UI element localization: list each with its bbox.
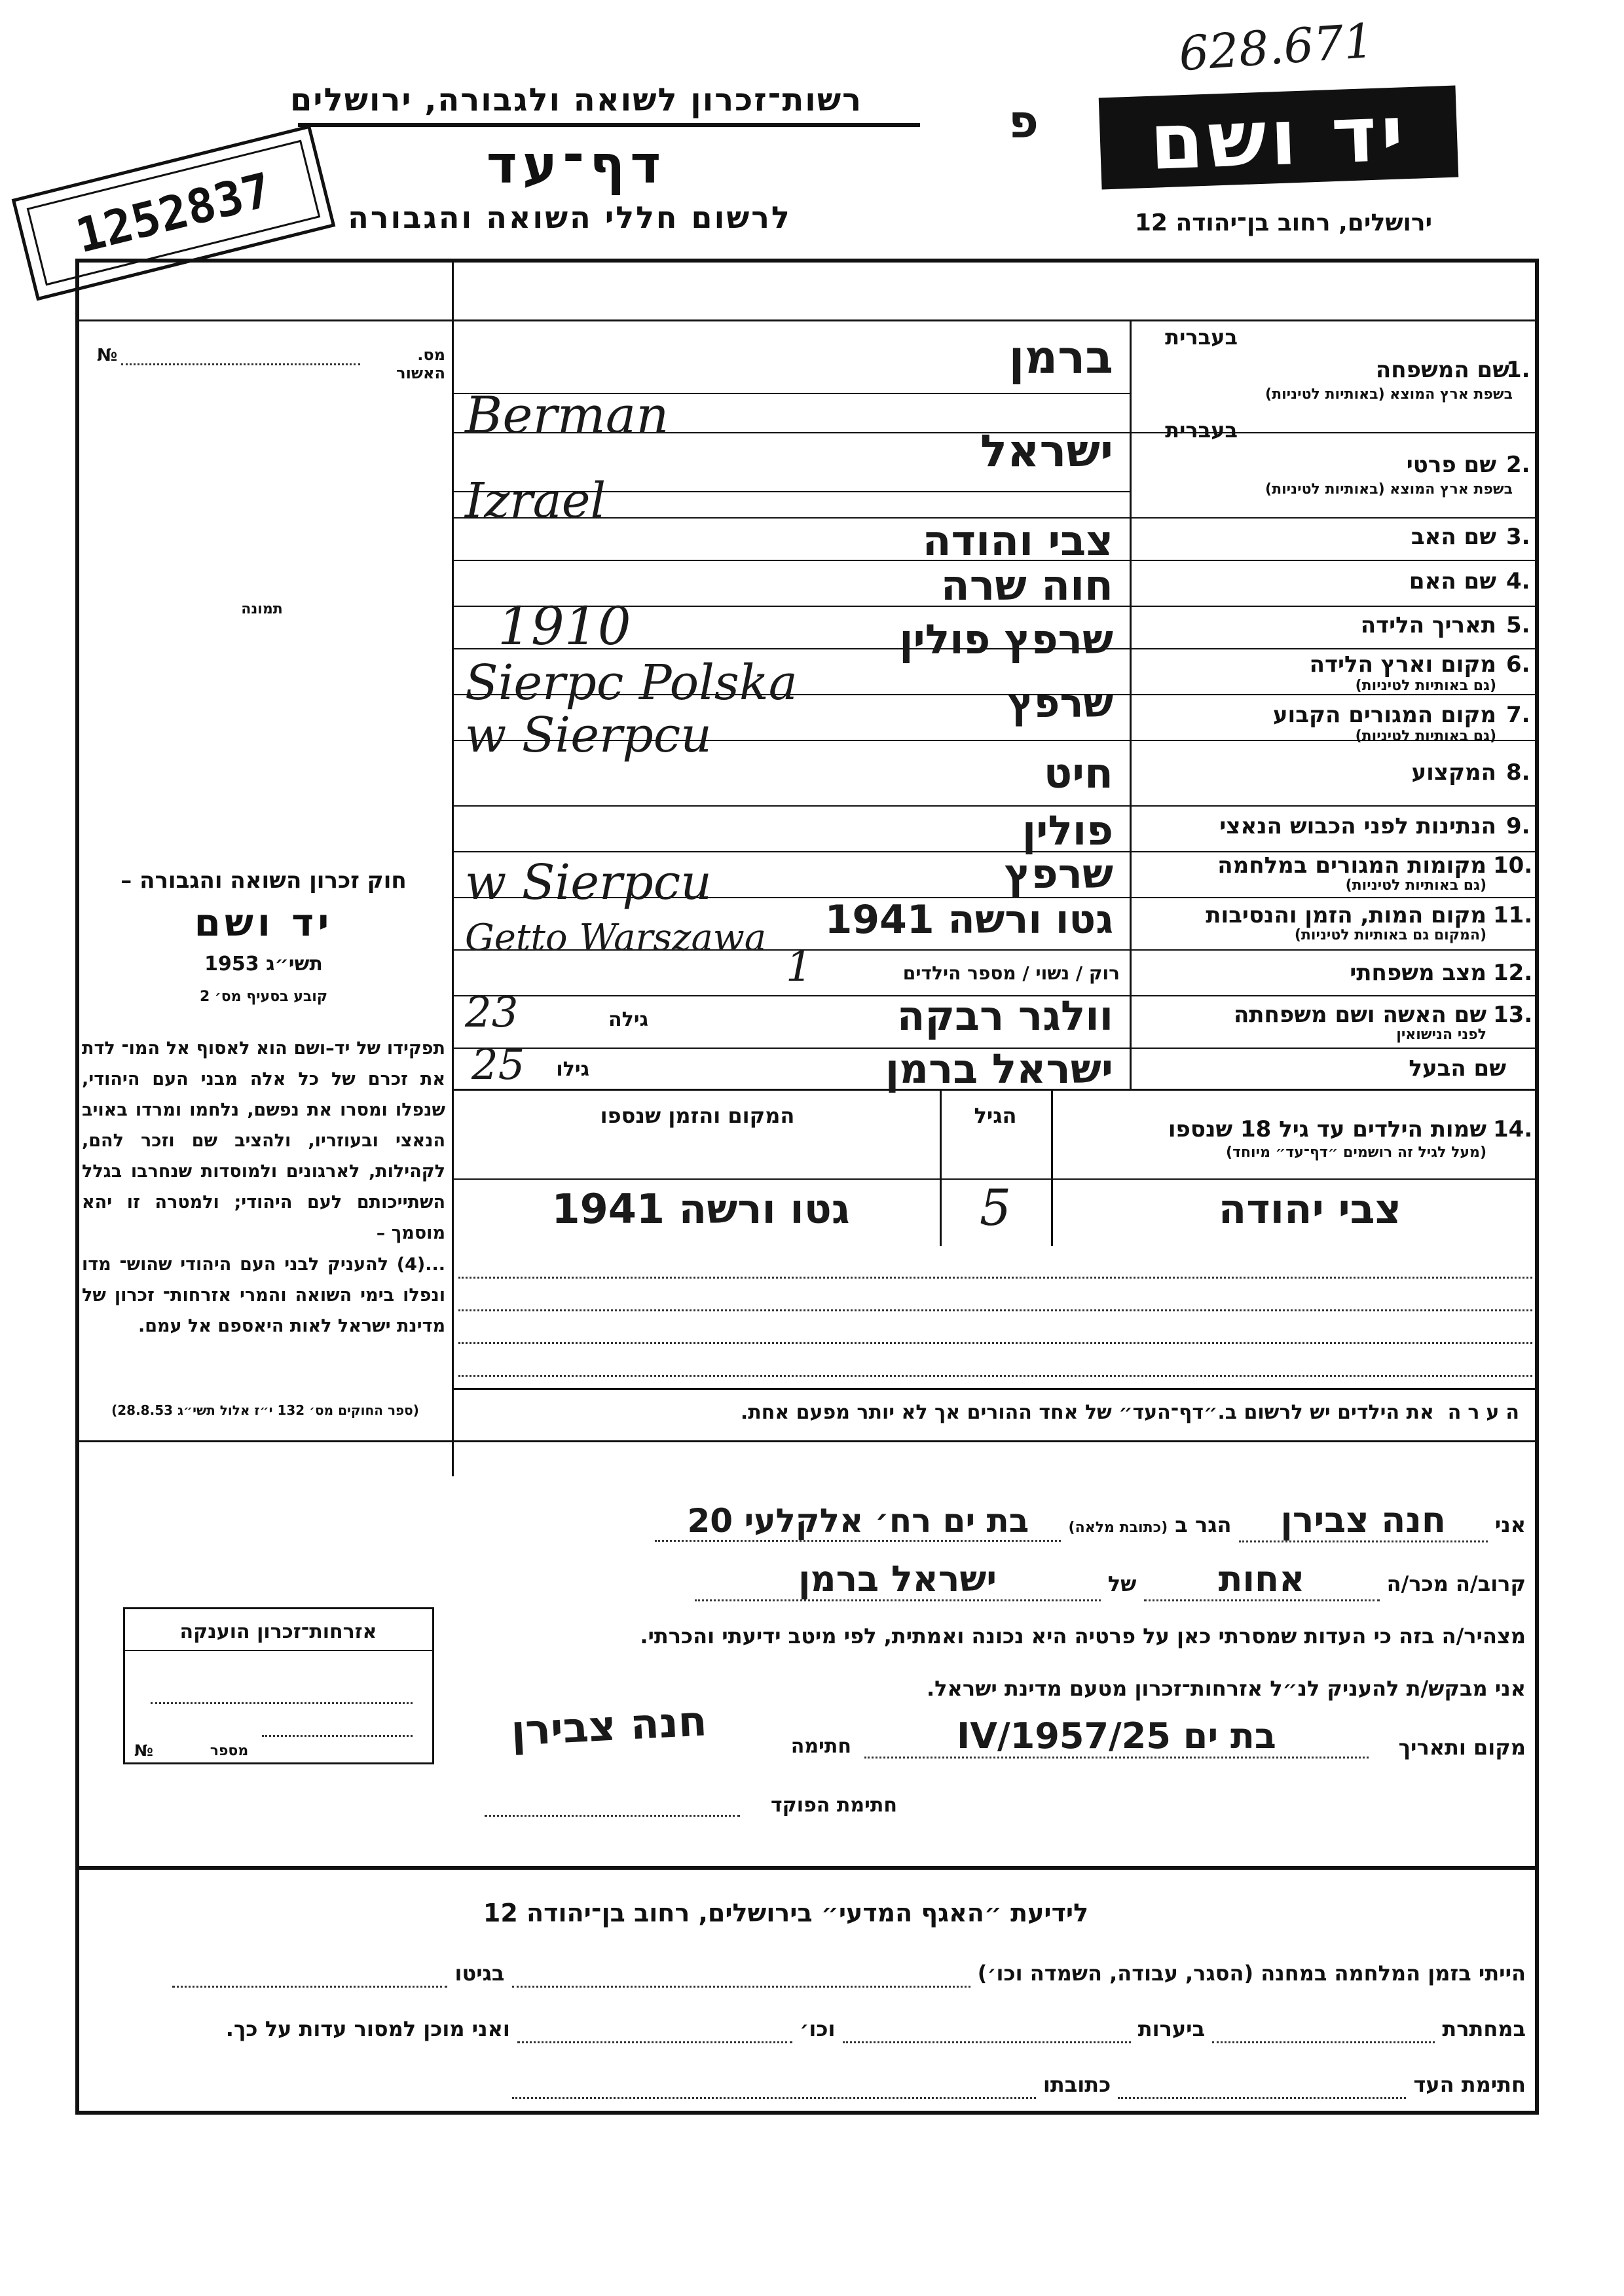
footer-underground-label: במחתרת xyxy=(1442,2016,1526,2041)
field-2-number: 2. xyxy=(1506,452,1530,478)
husband-age-label: גילו xyxy=(556,1058,589,1081)
note-text xyxy=(458,1401,1526,1424)
official-signature-label: חתימת הפוקד xyxy=(771,1794,897,1817)
field-7-number: 7. xyxy=(1506,702,1530,728)
first-name-hebrew: ישראל xyxy=(980,426,1113,477)
place-date-label: מקום ותאריך xyxy=(1398,1735,1526,1760)
field-1-note: בשפת ארץ המוצא (באותיות לטיניות) xyxy=(1265,386,1513,403)
children-age-header: הגיל xyxy=(974,1103,1017,1128)
wartime-residence-hebrew: שרפץ xyxy=(1004,850,1113,898)
header-rule xyxy=(298,123,920,127)
footer-witness-signature-label: חתימת העד xyxy=(1413,2072,1526,2097)
footer-line-2 xyxy=(92,2016,1526,2043)
declarant-signature: חנה צבירן xyxy=(509,1697,709,1756)
field-9-number: 9. xyxy=(1506,813,1530,839)
field-5-label: תאריך הלידה xyxy=(1360,612,1496,638)
field-2-label: שם פרטי xyxy=(1406,452,1496,478)
declarant-name: חנה צבירן xyxy=(1239,1499,1488,1542)
law-citation: (ספר החוקים מס׳ 132 י״ז אלול תשי״ג 28.8.53) xyxy=(111,1402,419,1418)
fields-label-divider xyxy=(1130,319,1132,1089)
children-divider-age-right xyxy=(1051,1089,1053,1246)
field-5-number: 5. xyxy=(1506,612,1530,638)
left-column-divider xyxy=(452,259,454,1476)
place-date-value: בת ים 25/IV/1957 xyxy=(864,1715,1369,1758)
child-place-value: גטו ורשה 1941 xyxy=(551,1185,850,1233)
declaration-statement: מצהיר/ה בזה כי העדות שמסרתי כאן על פרטיה היא נכונה ואמתית, לפי מיטב ידיעתי והכרתי. xyxy=(640,1624,1526,1649)
footer-etc-label: וכו׳ xyxy=(800,2016,836,2041)
approval-number-label: מס. האשור xyxy=(396,346,445,382)
family-name-hebrew: ברמן xyxy=(1008,331,1113,384)
field-13-number: 13. xyxy=(1493,1002,1533,1028)
declarant-address-label: (כתובת מלאה) xyxy=(1068,1520,1168,1536)
form-right-border xyxy=(1535,259,1539,2115)
declarant-address-value: בת ים רח׳ אלקלעי 20 xyxy=(655,1502,1061,1542)
note-body: את הילדים יש לרשום ב.״דף־העד״ של אחד ההורים אך לא יותר מפעם אחת. xyxy=(740,1401,1434,1424)
field-3-number: 3. xyxy=(1506,524,1530,550)
wartime-residence-latin: w Sierpcu xyxy=(465,854,712,911)
field-6-number: 6. xyxy=(1506,651,1530,678)
footer-witness-signature-line xyxy=(1118,2072,1406,2099)
field-11-note: (המקום גם באותיות לטיניות) xyxy=(1294,927,1486,943)
nationality-value: פולין xyxy=(1022,807,1113,854)
citizenship-box-title-rule xyxy=(123,1650,434,1651)
declaration-request: אני מבקש/ת להעניק לנ״ל אזרחות־זכרון מטעם מדינת ישראל. xyxy=(927,1676,1526,1701)
declarant-label: אני xyxy=(1494,1512,1526,1537)
relation-label: קרוב/ה מכר/ה xyxy=(1386,1571,1526,1596)
field-1-number: 1. xyxy=(1506,357,1530,383)
declaration-line-2 xyxy=(471,1558,1526,1601)
footer-camp-line xyxy=(512,1961,970,1988)
wife-name-value: וולגר רבקה xyxy=(896,992,1113,1040)
children-row-line xyxy=(458,1342,1532,1344)
field-11-label: מקום המות, הזמן והנסיבות xyxy=(1206,902,1486,928)
first-name-latin: Izrael xyxy=(465,473,606,529)
residence-latin: w Sierpcu xyxy=(465,707,712,763)
children-note: (מעל לגיל זה רושמים ״דף־עד״ מיוחד) xyxy=(1225,1144,1486,1161)
field-7-note: (גם באותיות לטיניות) xyxy=(1355,728,1496,744)
photo-label: תמונה xyxy=(241,601,283,617)
field-4-number: 4. xyxy=(1506,568,1530,594)
declarant-resides-label: הגר ב xyxy=(1175,1512,1232,1537)
note-title: הערה xyxy=(1447,1401,1526,1424)
profession-value: חיט xyxy=(1043,750,1113,798)
note-top-line xyxy=(452,1388,1535,1390)
footer-etc-line xyxy=(517,2016,792,2043)
field-6-note: (גם באותיות לטיניות) xyxy=(1355,678,1496,694)
family-name-latin: Berman xyxy=(465,386,669,445)
death-place-hebrew: גטו ורשה 1941 xyxy=(824,897,1113,943)
children-row-line xyxy=(458,1277,1532,1279)
citizenship-box-line-1 xyxy=(151,1702,413,1704)
top-band-line xyxy=(75,319,1539,321)
form-title: דף־עד xyxy=(486,134,667,195)
yad-vashem-logo: יד ושם xyxy=(1099,86,1459,190)
field-1-label-text: שם המשפחה xyxy=(1375,357,1509,383)
approval-number-line xyxy=(121,363,360,365)
footer-ready-label: ואני מוכן למסור עדות על כך. xyxy=(225,2016,510,2041)
form-bottom-border xyxy=(75,2111,1539,2115)
law-text-mandate: תפקידו של יד–ושם הוא לאסוף אל המו־ לדת את זכרם של כל אלה מבני העם היהודי, שנפלו ומסרו את נפשם, נלחמו ומרדו באויב הנאצי ובעוזריו, ולהציב שם וזכר להם, לקהילות, לארגונים ולמוסדות שנחרבו בגלל השתייכותם לעם היהודי; ולמטרה זו יהא מוסמך – xyxy=(82,1038,445,1243)
field-3-label: שם האב xyxy=(1411,524,1496,550)
form-top-border xyxy=(75,259,1539,263)
footer-top-line xyxy=(75,1866,1539,1870)
field-12-number: 12. xyxy=(1493,960,1533,986)
registration-stamp xyxy=(12,125,336,301)
handwritten-reference: 628.671 xyxy=(1177,12,1376,82)
field-13-note: לפני הנישואין xyxy=(1396,1027,1486,1043)
relation-of-label: של xyxy=(1107,1571,1137,1596)
approval-number-sign: № xyxy=(97,346,118,365)
field-2-note: בשפת ארץ המוצא (באותיות לטיניות) xyxy=(1265,481,1513,498)
relation-value: אחות xyxy=(1144,1558,1380,1601)
note-bottom-line xyxy=(75,1440,1539,1442)
footer-camp-label: הייתי בזמן המלחמה במחנה (הסגר, עבודה, השמדה וכו׳) xyxy=(977,1961,1526,1986)
birth-place-latin: Sierpc Polska xyxy=(465,655,798,711)
footer-title: לידיעת ״האגף המדעי״ בירושלים, רחוב בן־יהודה 12 xyxy=(483,1899,1089,1927)
residence-hebrew: שרפץ xyxy=(1008,681,1113,727)
wife-age-label: גילה xyxy=(608,1008,648,1031)
footer-address-label: כתובתו xyxy=(1043,2072,1111,2097)
field-9-label: הנתינות לפני הכבוש הנאצי xyxy=(1219,813,1496,839)
form-left-border xyxy=(75,259,79,2115)
children-place-header: המקום והזמן שנספו xyxy=(600,1103,795,1128)
husband-age-value: 25 xyxy=(471,1041,525,1089)
birth-place-hebrew: שרפץ פולין xyxy=(899,615,1113,663)
field-10-number: 10. xyxy=(1493,852,1533,879)
header-address: ירושלים, רחוב בן־יהודה 12 xyxy=(1134,210,1433,236)
children-row-line xyxy=(458,1375,1532,1377)
husband-name-value: ישראל ברמן xyxy=(885,1045,1113,1093)
law-name: יד ושם xyxy=(194,900,333,945)
footer-line-3 xyxy=(92,2072,1526,2099)
field-1-label xyxy=(1139,357,1509,383)
law-title: חוק זכרון השואה והגבורה – xyxy=(120,867,407,894)
footer-forests-label: ביערות xyxy=(1137,2016,1206,2041)
field-12-label: מצב משפחתי xyxy=(1350,960,1486,986)
wife-age-value: 23 xyxy=(465,989,519,1037)
children-divider-age-left xyxy=(940,1089,942,1246)
field-1-hebrew-tag: בעברית xyxy=(1165,325,1238,350)
footer-line-1 xyxy=(92,1961,1526,1988)
field-8-label: המקצוע xyxy=(1411,759,1496,786)
field-2-hebrew-tag: בעברית xyxy=(1165,418,1238,443)
citizenship-number-sign: № xyxy=(134,1741,153,1760)
child-name-value: צבי יהודה xyxy=(1218,1185,1401,1233)
footer-ghetto-label: בגיטו xyxy=(454,1961,505,1986)
authority-name: רשות־זכרון לשואה ולגבורה, ירושלים xyxy=(289,82,863,118)
mother-name-value: חוה שרה xyxy=(940,562,1113,610)
law-clause: קובע בסעיף מס׳ 2 xyxy=(199,989,328,1005)
children-number: 14. xyxy=(1493,1116,1533,1142)
husband-name-label: שם הבעל xyxy=(1409,1055,1506,1082)
footer-forests-line xyxy=(843,2016,1131,2043)
official-signature-line xyxy=(485,1815,740,1817)
citizenship-number-label: מספר xyxy=(210,1743,249,1759)
children-row-line xyxy=(458,1309,1532,1311)
footer-underground-line xyxy=(1212,2016,1435,2043)
relation-name-value: ישראל ברמן xyxy=(695,1558,1101,1601)
field-13-label: שם האשה ושם משפחתה xyxy=(1233,1002,1486,1028)
stamp-number: 1252837 xyxy=(27,140,321,286)
death-place-latin: Getto Warszawa xyxy=(465,917,767,959)
children-title: שמות הילדים עד גיל 18 שנספו xyxy=(1168,1116,1486,1142)
field-4-label: שם האם xyxy=(1409,568,1496,594)
handwritten-mark: פ xyxy=(1008,95,1039,149)
field-7-label: מקום המגורים הקבוע xyxy=(1272,702,1496,728)
field-12-note: רוק / נשוי / מספר הילדים xyxy=(902,962,1120,984)
footer-ghetto-line xyxy=(172,1961,447,1988)
law-text-citizenship: ...(4) להעניק לבני העם היהודי שהוש־ מדו ונפלו בימי השואה והמרי אזרחות־ זכרון של מדינת ישראל לאות היאספם אל עמם. xyxy=(82,1254,445,1336)
field-8-number: 8. xyxy=(1506,759,1530,786)
father-name-value: צבי והודה xyxy=(922,517,1113,566)
field-10-label: מקומות המגורים במלחמה xyxy=(1217,852,1486,879)
field-11-number: 11. xyxy=(1493,902,1533,928)
field-10-note: (גם באותיות לטיניות) xyxy=(1345,877,1486,894)
form-subtitle: לרשום חללי השואה והגבורה xyxy=(348,200,792,235)
marital-children-value: 1 xyxy=(786,943,813,991)
birth-date-value: 1910 xyxy=(498,596,631,657)
law-year: תשי״ג 1953 xyxy=(204,953,323,975)
footer-address-line xyxy=(512,2072,1036,2099)
field-6-label: מקום וארץ הלידה xyxy=(1309,651,1496,678)
citizenship-box-line-2 xyxy=(262,1735,413,1737)
declaration-line-1 xyxy=(471,1499,1526,1542)
signature-label: חתימה xyxy=(790,1735,851,1758)
citizenship-box-title: אזרחות־זכרון הוענקה xyxy=(179,1620,377,1643)
child-age-value: 5 xyxy=(979,1178,1012,1237)
